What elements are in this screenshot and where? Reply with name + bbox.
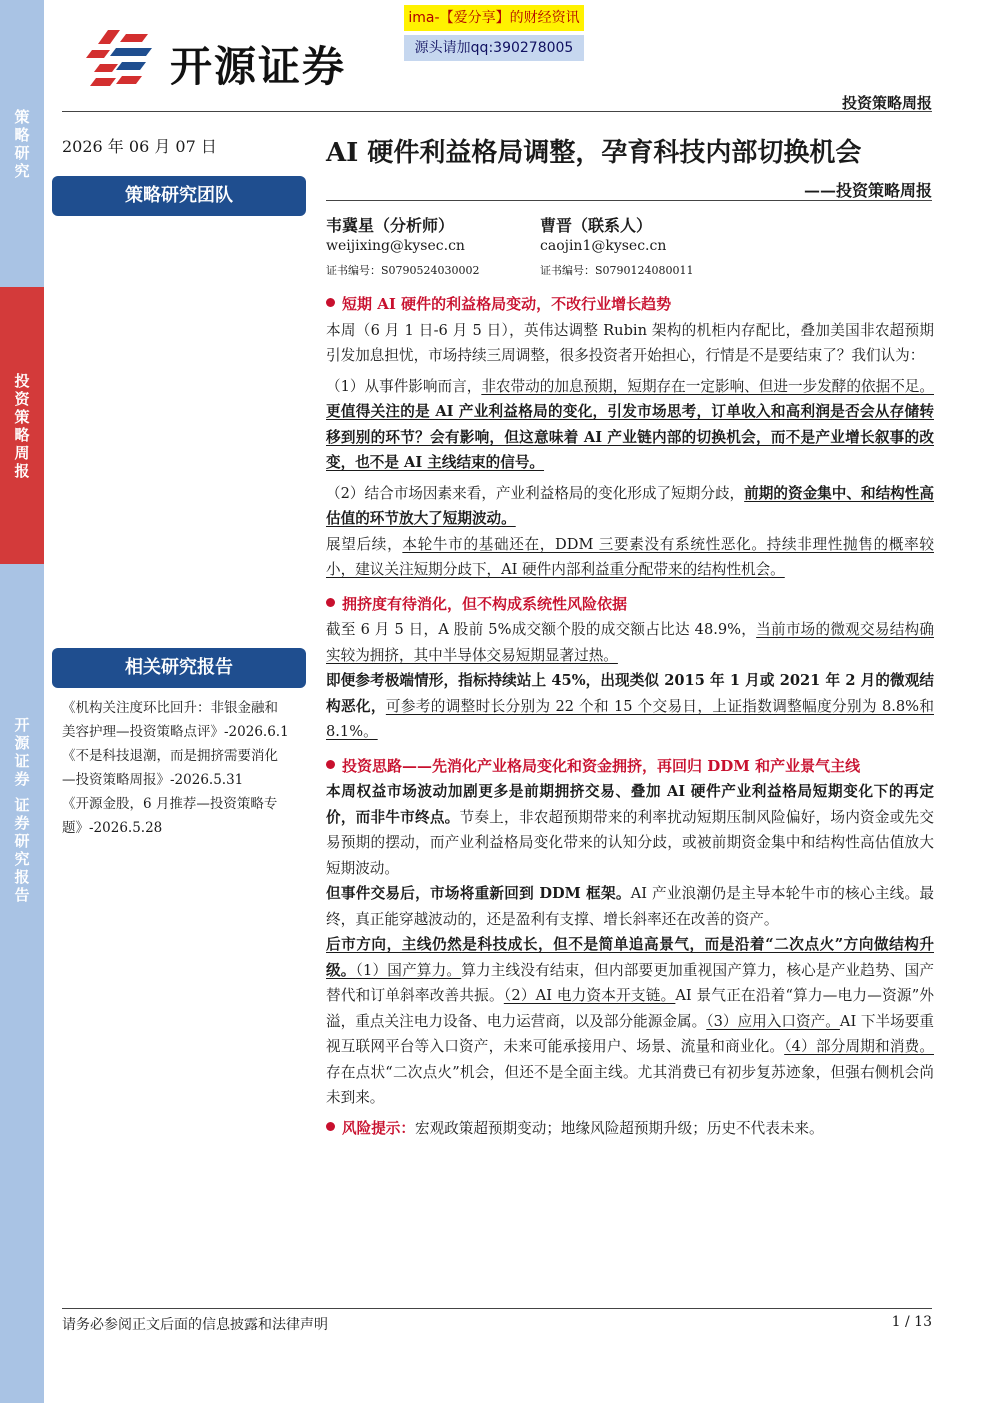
side-label-research: 开 源 证 券 证 券 研 究 报 告	[14, 716, 30, 904]
page-number: 1 / 13	[891, 1314, 932, 1330]
analyst-name: 韦冀星（分析师）	[326, 216, 455, 235]
related-report-line[interactable]: 《机构关注度环比回升：非银金融和	[62, 700, 278, 716]
related-report-line[interactable]: 美容护理—投资策略点评》-2026.6.1	[62, 724, 289, 740]
footer-disclaimer: 请务必参阅正文后面的信息披露和法律声明	[62, 1317, 328, 1333]
logo-icon	[86, 26, 158, 90]
logo-text: 开源证券	[170, 42, 347, 91]
paragraph: 本周（6 月 1 日-6 月 5 日），英伟达调整 Rubin 架构的机柜内存配比，叠加美国非农超预期引发加息担忧，市场持续三周调整，很多投资者开始担心，行情是不是要结束了？我们认为：	[326, 321, 934, 364]
page-title: AI 硬件利益格局调整，孕育科技内部切换机会	[326, 138, 862, 168]
paragraph: （1）从事件影响而言，非农带动的加息预期，短期存在一定影响、但进一步发酵的依据不足。更值得关注的是 AI 产业利益格局的变化，引发市场思考，订单收入和高利润是否会从存储转移到别的环节？会有影响，但这意味着 AI 产业链内部的切换机会，而不是产业增长叙事的改变，也不是 AI 主线结束的信号。	[326, 377, 934, 471]
related-reports-list	[62, 696, 312, 840]
contact-email[interactable]: caojin1@kysec.cn	[540, 238, 667, 254]
bullet-icon	[326, 760, 335, 769]
related-report-line[interactable]: 《开源金股，6 月推荐—投资策略专	[62, 796, 278, 812]
related-report-line[interactable]: 题》-2026.5.28	[62, 820, 163, 836]
risk-note: 风险提示：宏观政策超预期变动；地缘风险超预期升级；历史不代表未来。	[326, 1116, 934, 1142]
section-heading: 投资思路——先消化产业格局变化和资金拥挤，再回归 DDM 和产业景气主线	[326, 754, 934, 780]
section-heading: 短期 AI 硬件的利益格局变动，不改行业增长趋势	[326, 292, 934, 318]
page-subtitle: ——投资策略周报	[803, 181, 932, 200]
related-reports-heading: 相关研究报告	[52, 648, 306, 688]
team-heading: 策略研究团队	[52, 176, 306, 216]
paragraph: （2）结合市场因素来看，产业利益格局的变化形成了短期分歧，前期的资金集中、和结构性高估值的环节放大了短期波动。	[326, 484, 934, 527]
section-heading: 拥挤度有待消化，但不构成系统性风险依据	[326, 592, 934, 618]
bullet-icon	[326, 1122, 335, 1131]
analyst-cert: 证书编号：S0790524030002	[326, 264, 480, 277]
paragraph: 截至 6 月 5 日，A 股前 5%成交额个股的成交额占比达 48.9%，当前市场的微观交易结构确实较为拥挤，其中半导体交易短期显著过热。	[326, 621, 934, 664]
side-strip	[0, 0, 44, 1403]
related-report-line[interactable]: —投资策略周报》-2026.5.31	[62, 772, 244, 788]
side-label-strategy: 策 略 研 究	[14, 108, 30, 180]
promo-contact: 源头请加qq:390278005	[404, 35, 584, 61]
side-label-weekly: 投 资 策 略 周 报	[0, 287, 44, 564]
bullet-icon	[326, 598, 335, 607]
related-report-line[interactable]: 《不是科技退潮，而是拥挤需要消化	[62, 748, 278, 764]
bullet-icon	[326, 298, 335, 307]
report-date: 2026 年 06 月 07 日	[62, 137, 217, 156]
analyst-email[interactable]: weijixing@kysec.cn	[326, 238, 465, 254]
paragraph: 本周权益市场波动加剧更多是前期拥挤交易、叠加 AI 硬件产业利益格局短期变化下的再定价，而非牛市终点。节奏上，非农超预期带来的利率扰动短期压制风险偏好，场内资金或先交易预期的摆动，而产业利益格局变化带来的认知分歧，或被前期资金集中和结构性高估值放大短期波动。	[326, 783, 934, 877]
report-body	[326, 288, 934, 1141]
footer-divider	[62, 1308, 932, 1309]
paragraph: 但事件交易后，市场将重新回到 DDM 框架。AI 产业浪潮仍是主导本轮牛市的核心主线。最终，真正能穿越波动的，还是盈利有支撑、增长斜率还在改善的资产。	[326, 885, 934, 928]
title-divider	[326, 200, 932, 201]
paragraph: 即便参考极端情形，指标持续站上 45%，出现类似 2015 年 1 月或 2021 年 2 月的微观结构恶化，可参考的调整时长分别为 22 个和 15 个交易日，上证指数调整幅度分别为 8.8%和 8.1%。	[326, 672, 934, 740]
paragraph: 后市方向，主线仍然是科技成长，但不是简单追高景气，而是沿着“二次点火”方向做结构升级。（1）国产算力。算力主线没有结束，但内部要更加重视国产算力，核心是产业趋势、国产替代和订单斜率改善共振。（2）AI 电力资本开支链。AI 景气正在沿着“算力—电力—资源”外溢，重点关注电力设备、电力运营商，以及部分能源金属。（3）应用入口资产。AI 下半场要重视互联网平台等入口资产，未来可能承接用户、场景、流量和商业化。（4）部分周期和消费。存在点状“二次点火”机会，但还不是全面主线。尤其消费已有初步复苏迹象，但强右侧机会尚未到来。	[326, 936, 934, 1106]
contact-cert: 证书编号：S0790124080011	[540, 264, 694, 277]
promo-banner: ima-【爱分享】的财经资讯	[404, 5, 584, 31]
paragraph: 展望后续，本轮牛市的基础还在，DDM 三要素没有系统性恶化。持续非理性抛售的概率较小，建议关注短期分歧下，AI 硬件内部利益重分配带来的结构性机会。	[326, 535, 934, 578]
contact-name: 曹晋（联系人）	[540, 216, 653, 235]
header-divider	[62, 111, 932, 112]
report-type: 投资策略周报	[841, 94, 932, 112]
